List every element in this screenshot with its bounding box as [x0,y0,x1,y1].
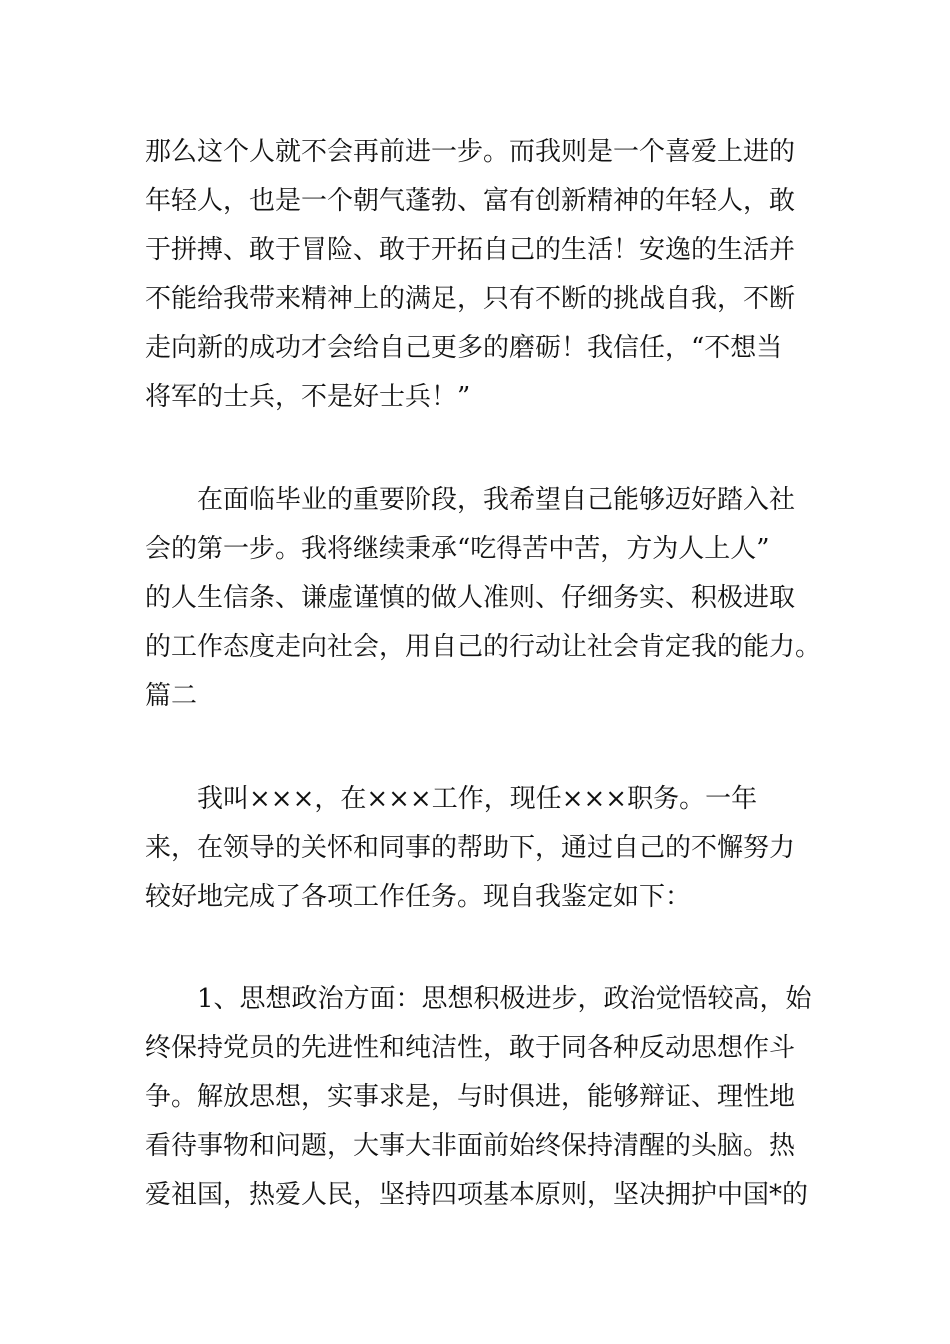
text-line: 将军的士兵，不是好士兵！” [145,382,471,412]
text-line: 那么这个人就不会再前进一步。而我则是一个喜爱上进的 [145,137,796,167]
text-line: 来，在领导的关怀和同事的帮助下，通过自己的不懈努力 [145,833,796,863]
text-line: 会的第一步。我将继续秉承“吃得苦中苦，方为人上人” [145,534,770,564]
section-heading: 篇二 [145,681,198,711]
text-line: 1、思想政治方面：思想积极进步，政治觉悟较高，始 [197,984,812,1014]
text-line: 看待事物和问题，大事大非面前始终保持清醒的头脑。热 [145,1131,796,1161]
text-line: 走向新的成功才会给自己更多的磨砺！我信任，“不想当 [145,333,783,363]
text-line: 不能给我带来精神上的满足，只有不断的挑战自我，不断 [145,284,796,314]
text-line: 年轻人，也是一个朝气蓬勃、富有创新精神的年轻人，敢 [145,186,796,216]
text-line: 我叫×××，在×××工作，现任×××职务。一年 [197,784,758,814]
text-line: 的工作态度走向社会，用自己的行动让社会肯定我的能力。 [145,632,822,662]
text-line: 终保持党员的先进性和纯洁性，敢于同各种反动思想作斗 [145,1033,796,1063]
text-line: 爱祖国，热爱人民，坚持四项基本原则，坚决拥护中国*的 [145,1180,809,1210]
text-line: 在面临毕业的重要阶段，我希望自己能够迈好踏入社 [197,485,796,515]
text-line: 的人生信条、谦虚谨慎的做人准则、仔细务实、积极进取 [145,583,796,613]
text-line: 于拼搏、敢于冒险、敢于开拓自己的生活！安逸的生活并 [145,235,796,265]
text-line: 较好地完成了各项工作任务。现自我鉴定如下： [145,882,692,912]
text-line: 争。解放思想，实事求是，与时俱进，能够辩证、理性地 [145,1082,796,1112]
